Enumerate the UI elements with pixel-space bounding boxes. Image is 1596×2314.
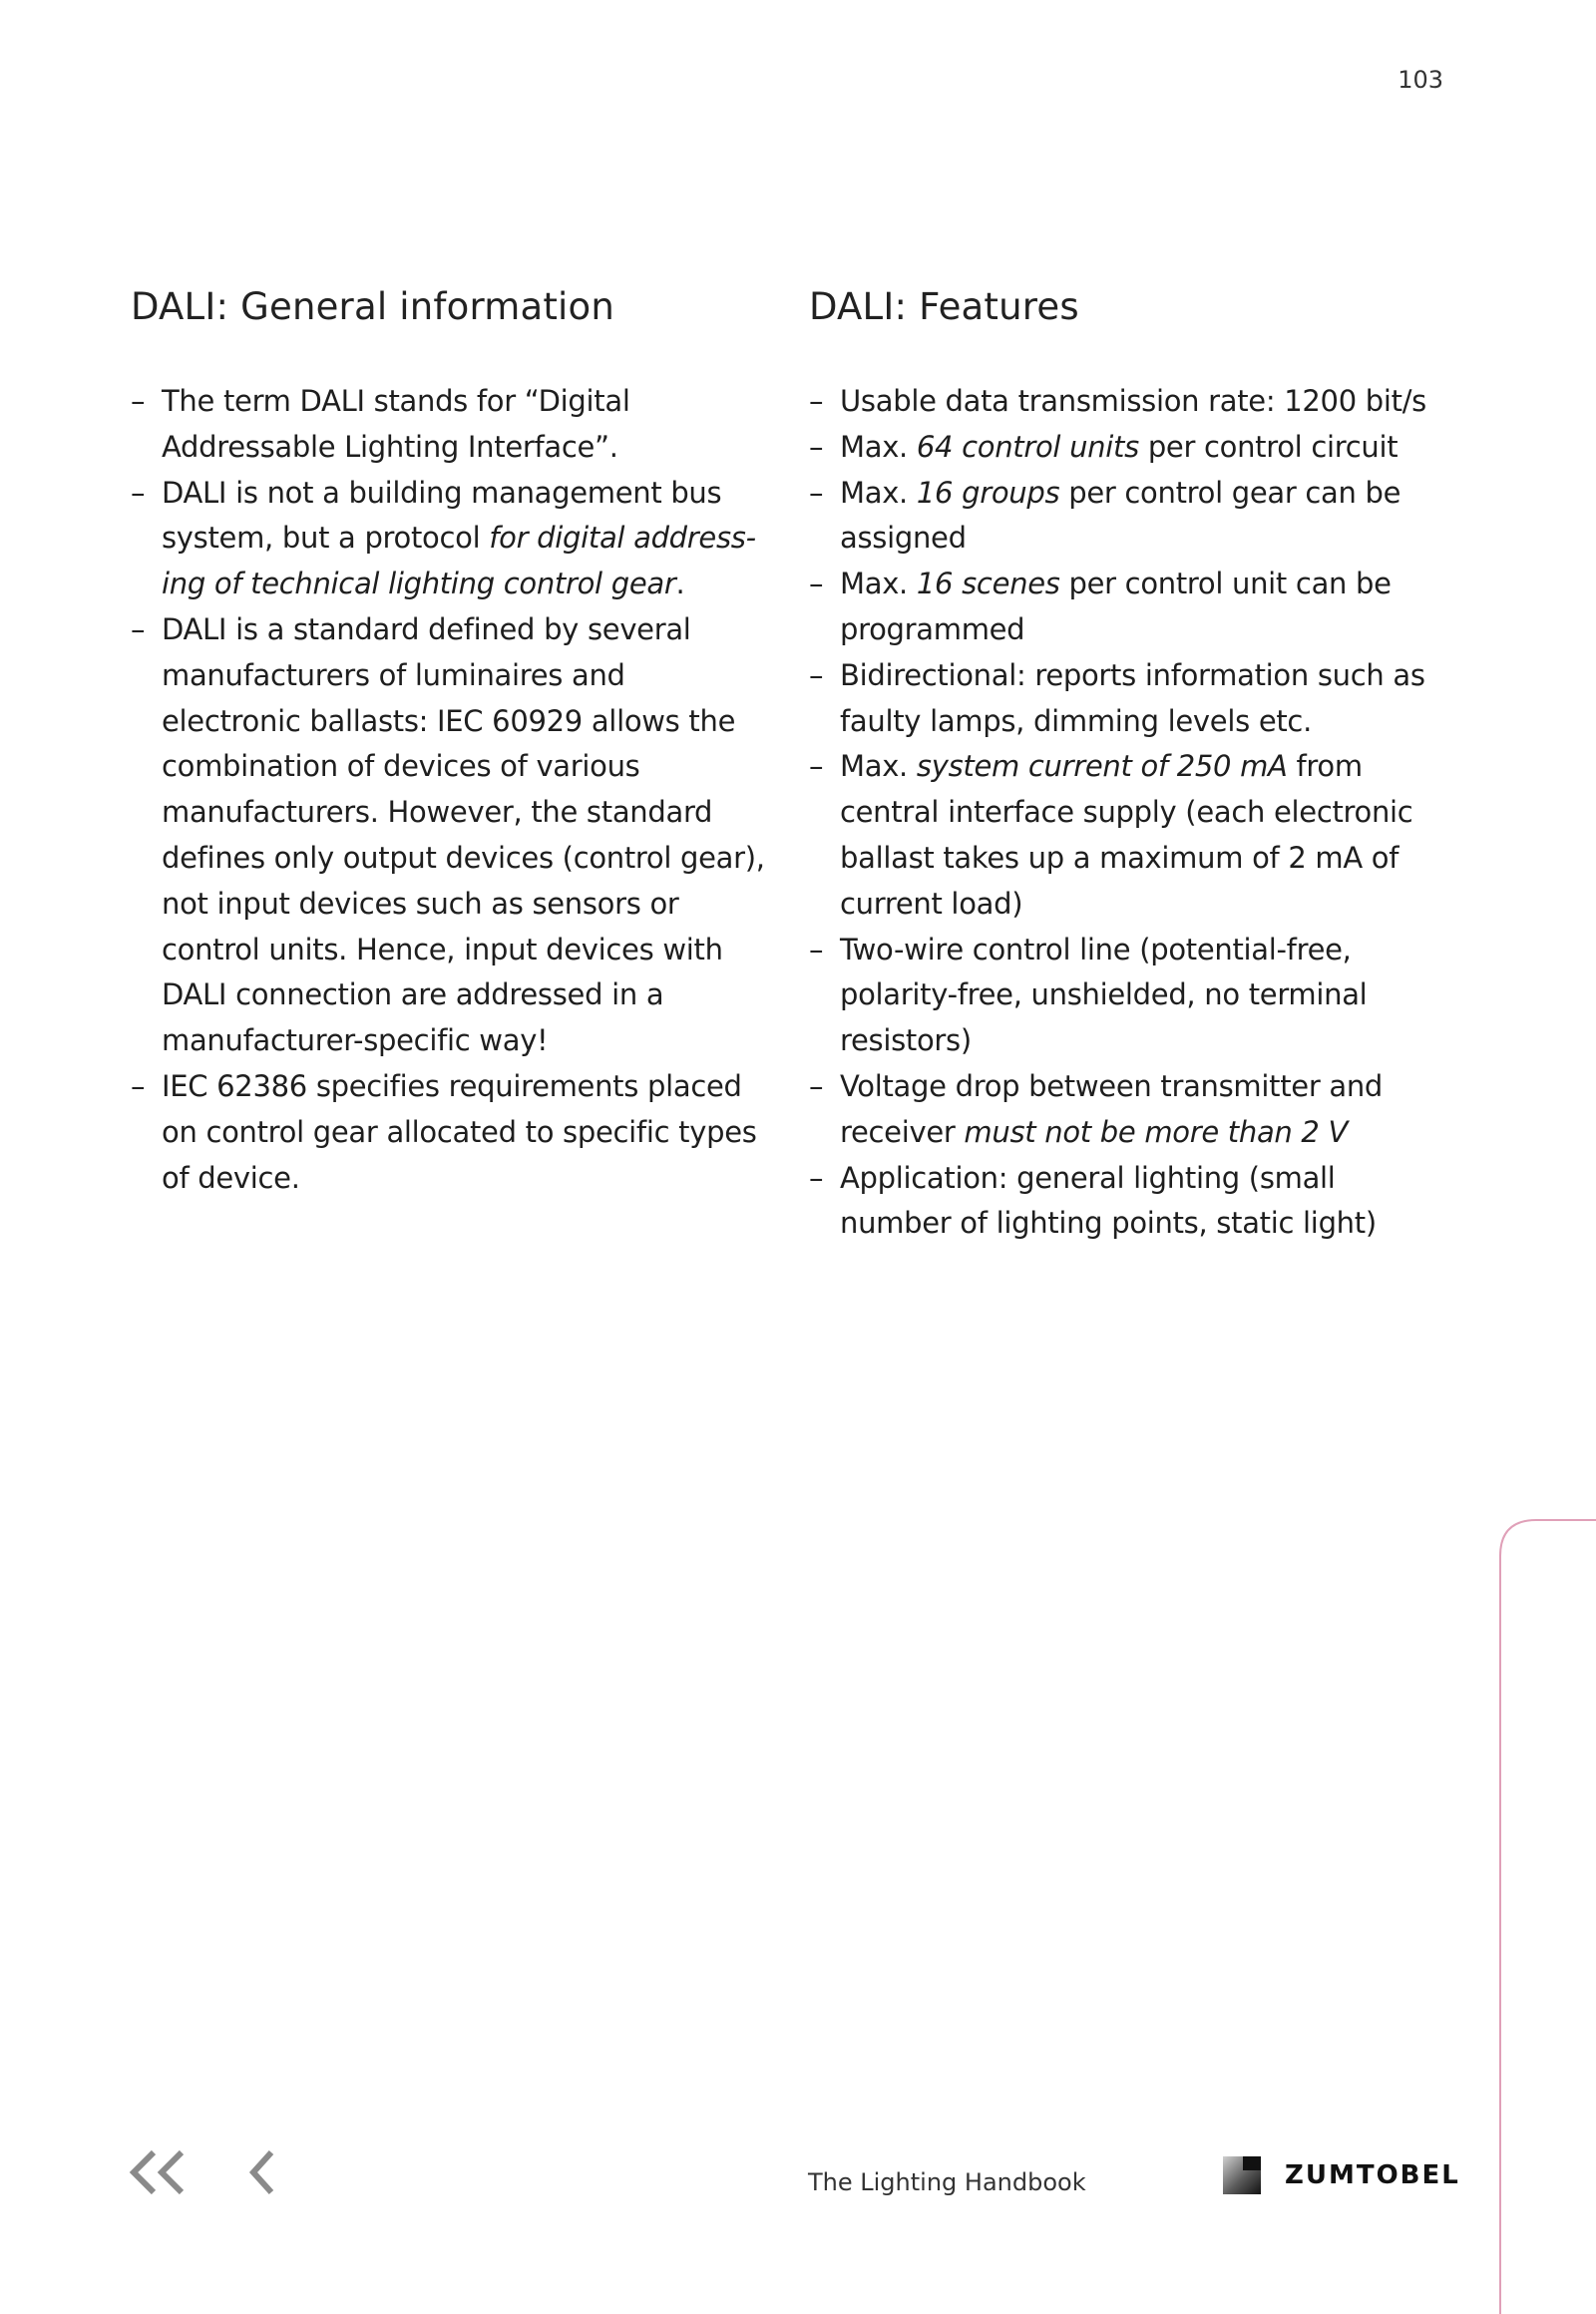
list-text: Bidirectional: reports information such as faulty lamps, dimming levels etc. [840, 657, 1425, 738]
list-item [809, 1156, 1447, 1248]
list-text: . [675, 567, 685, 601]
emphasis-text: for digital addressing of technical lighting control gear [162, 521, 757, 601]
list-item [809, 471, 1447, 563]
emphasis-text: must not be more than 2 V [964, 1114, 1349, 1149]
footer-title: The Lighting Handbook [808, 2168, 1086, 2196]
brand-logo [1223, 2156, 1460, 2194]
list-text: Max. [840, 567, 917, 601]
chevron-left-icon [245, 2144, 281, 2200]
list-text: Usable data transmission rate: 1200 bit/s [840, 384, 1426, 418]
list-text: Two-wire control line (potential-free, polarity-free, unshielded, no terminal resistors) [840, 932, 1368, 1058]
general-information-list [131, 379, 769, 1201]
list-text: Max. [840, 429, 917, 464]
double-chevron-left-icon [126, 2144, 188, 2200]
list-item [131, 379, 769, 471]
list-item [131, 1064, 769, 1201]
list-text: per control circuit [1138, 429, 1398, 464]
emphasis-text: 16 groups [916, 475, 1060, 510]
list-item [809, 379, 1447, 425]
list-item [131, 607, 769, 1064]
list-text: Voltage drop between transmitter and receiver [840, 1068, 1384, 1149]
list-text: per control unit can be programmed [840, 567, 1392, 646]
emphasis-text: 64 control units [916, 429, 1139, 464]
list-item [809, 744, 1447, 927]
list-item [131, 471, 769, 607]
list-item [809, 425, 1447, 471]
emphasis-text: system current of 250 mA [916, 749, 1288, 784]
brand-name: ZUMTOBEL [1285, 2160, 1460, 2190]
page-number: 103 [1397, 66, 1443, 94]
list-text: Max. [840, 749, 917, 784]
first-page-button[interactable] [126, 2144, 188, 2200]
emphasis-text: 16 scenes [916, 567, 1060, 601]
list-text: from central interface supply (each electronic ballast takes up a maximum of 2 mA of current load) [840, 749, 1413, 921]
list-text: DALI is a standard defined by several manufacturers of luminaires and electronic ballasts: IEC 60929 allows the combination of devices of various manufacturers. However, the standard defines only output devices (control gear), not input devices such as sensors or control units. Hence, input devices with DALI connection are addressed in a manufacturer-specific way! [162, 611, 765, 1058]
general-information-heading: DALI: General information [131, 285, 615, 328]
list-item [809, 562, 1447, 653]
zumtobel-logo-icon [1223, 2156, 1261, 2194]
list-text: Max. [840, 475, 917, 510]
chapter-tab-marker [1496, 1516, 1596, 2314]
features-list [809, 379, 1447, 1247]
list-item [809, 1064, 1447, 1156]
list-text: per control gear can be assigned [840, 475, 1401, 556]
list-text: IEC 62386 specifies requirements placed on control gear allocated to specific types of device. [162, 1068, 757, 1195]
list-item [809, 928, 1447, 1064]
previous-page-button[interactable] [245, 2144, 281, 2200]
list-text: Application: general lighting (small number of lighting points, static light) [840, 1160, 1377, 1241]
list-text: DALI is not a building management bus system, but a protocol [162, 475, 722, 556]
general-information-section [131, 283, 769, 1201]
features-heading: DALI: Features [809, 285, 1079, 328]
list-item [809, 653, 1447, 745]
features-section [809, 283, 1447, 1247]
list-text: The term DALI stands for “Digital Addressable Lighting Interface”. [162, 384, 630, 464]
page-navigation [126, 2144, 281, 2200]
